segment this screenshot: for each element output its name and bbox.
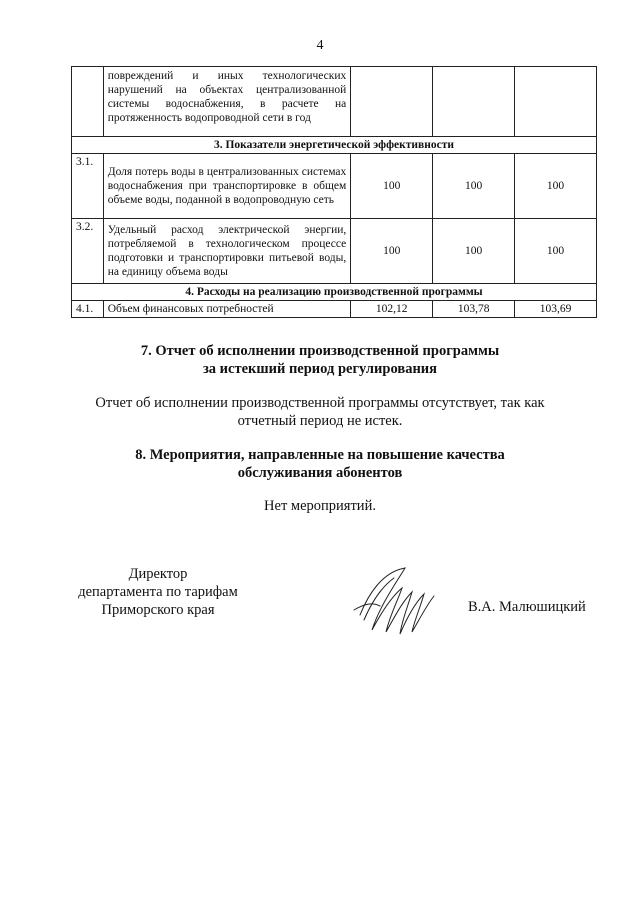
- indicators-table: [71, 66, 597, 318]
- table-row: [72, 67, 597, 137]
- value-cell: [433, 67, 515, 137]
- section-header-row: [72, 137, 597, 154]
- table-row: [72, 219, 597, 284]
- value-cell: 100: [433, 219, 515, 284]
- value-cell: 103,69: [515, 301, 597, 318]
- table-row: [72, 154, 597, 219]
- signatory-name: В.А. Малюшицкий: [468, 599, 586, 615]
- section-7-text-line: отчетный период не истек.: [237, 413, 403, 429]
- value-cell: 102,12: [351, 301, 433, 318]
- page-number: 4: [316, 38, 324, 53]
- section-8-text: Нет мероприятий.: [264, 498, 376, 514]
- row-number: 3.1.: [72, 154, 104, 219]
- section-8-heading: [0, 446, 640, 482]
- value-cell: 100: [351, 219, 433, 284]
- section-7-heading-line: за истекший период регулирования: [202, 361, 438, 377]
- value-cell: 100: [351, 154, 433, 219]
- value-cell: [351, 67, 433, 137]
- value-cell: 103,78: [433, 301, 515, 318]
- section-4-title: 4. Расходы на реализацию производственной программы: [72, 284, 597, 301]
- section-7-text-line: Отчет об исполнении производственной программы отсутствует, так как: [95, 395, 545, 411]
- value-cell: 100: [433, 154, 515, 219]
- row-description: Доля потерь воды в централизованных системах водоснабжения при транспортировке в общем объеме воды, поданной в водопроводную сеть: [103, 154, 351, 219]
- handwritten-signature: [350, 560, 440, 640]
- section-7-heading-line: 7. Отчет об исполнении производственной программы: [140, 343, 500, 359]
- row-number: 3.2.: [72, 219, 104, 284]
- section-3-title: 3. Показатели энергетической эффективности: [72, 137, 597, 154]
- signatory-title-line: Приморского края: [101, 602, 215, 618]
- signatory-title-line: Директор: [128, 566, 188, 582]
- section-7-text: [0, 394, 640, 430]
- row-number: 4.1.: [72, 301, 104, 318]
- row-number: [72, 67, 104, 137]
- value-cell: [515, 67, 597, 137]
- section-8-heading-line: обслуживания абонентов: [237, 465, 403, 481]
- value-cell: 100: [515, 154, 597, 219]
- value-cell: 100: [515, 219, 597, 284]
- table-row: [72, 301, 597, 318]
- row-description: повреждений и иных технологических нарушений на объектах централизованной системы водоснабжения, в расчете на протяженность водопроводной сети в год: [103, 67, 351, 137]
- signatory-title-line: департамента по тарифам: [78, 584, 238, 600]
- row-description: Объем финансовых потребностей: [103, 301, 351, 318]
- section-header-row: [72, 284, 597, 301]
- section-7-heading: [0, 342, 640, 378]
- row-description: Удельный расход электрической энергии, потребляемой в технологическом процессе подготовки и транспортировки питьевой воды, на единицу объема воды: [103, 219, 351, 284]
- section-8-heading-line: 8. Мероприятия, направленные на повышение качества: [135, 447, 505, 463]
- signatory-title: [58, 565, 258, 619]
